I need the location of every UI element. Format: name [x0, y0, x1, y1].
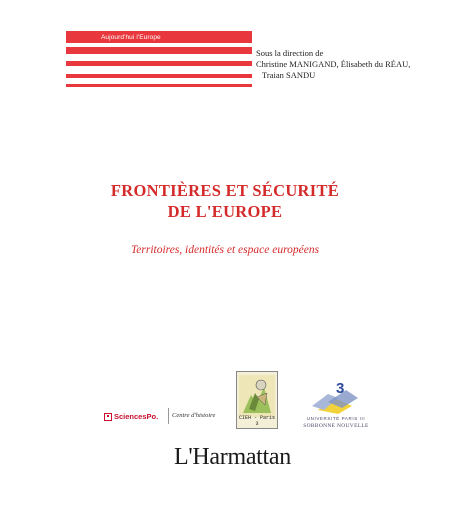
sorbonne-emblem-icon	[298, 376, 374, 416]
logo-divider	[168, 408, 169, 424]
series-stripe-3	[66, 61, 252, 66]
cirh-emblem-icon	[237, 373, 277, 419]
series-stripe-5	[66, 84, 252, 87]
sciencespo-mark-icon	[104, 413, 112, 421]
directors-names-2: Traian SANDU	[262, 70, 316, 80]
series-label: Aujourd'hui l'Europe	[101, 34, 161, 41]
book-subtitle: Territoires, identités et espace européens	[130, 244, 320, 256]
book-title-line-1: FRONTIÈRES ET SÉCURITÉ	[110, 181, 340, 200]
directors-names-1: Christine MANIGAND, Élisabeth du RÉAU,	[256, 59, 411, 69]
cirh-logo	[236, 371, 278, 429]
sciencespo-logo	[104, 412, 158, 421]
book-title-line-2: DE L'EUROPE	[167, 202, 283, 221]
cirh-label: CIEH - Paris 3	[238, 415, 275, 427]
publisher-logo: L'Harmattan	[174, 444, 291, 470]
sorbonne-number: 3	[336, 380, 345, 397]
series-stripe-2	[66, 47, 252, 54]
sorbonne-nouvelle-text: SORBONNE NOUVELLE	[303, 423, 369, 429]
sciencespo-text: SciencesPo.	[114, 412, 159, 421]
directors-intro: Sous la direction de	[256, 48, 324, 58]
directors-block	[256, 48, 410, 81]
centre-histoire-text: Centre d'histoire	[172, 412, 216, 419]
series-stripe-4	[66, 74, 252, 78]
sorbonne-university-text: UNIVERSITÉ PARIS III	[306, 416, 366, 421]
sorbonne-logo	[298, 376, 374, 430]
